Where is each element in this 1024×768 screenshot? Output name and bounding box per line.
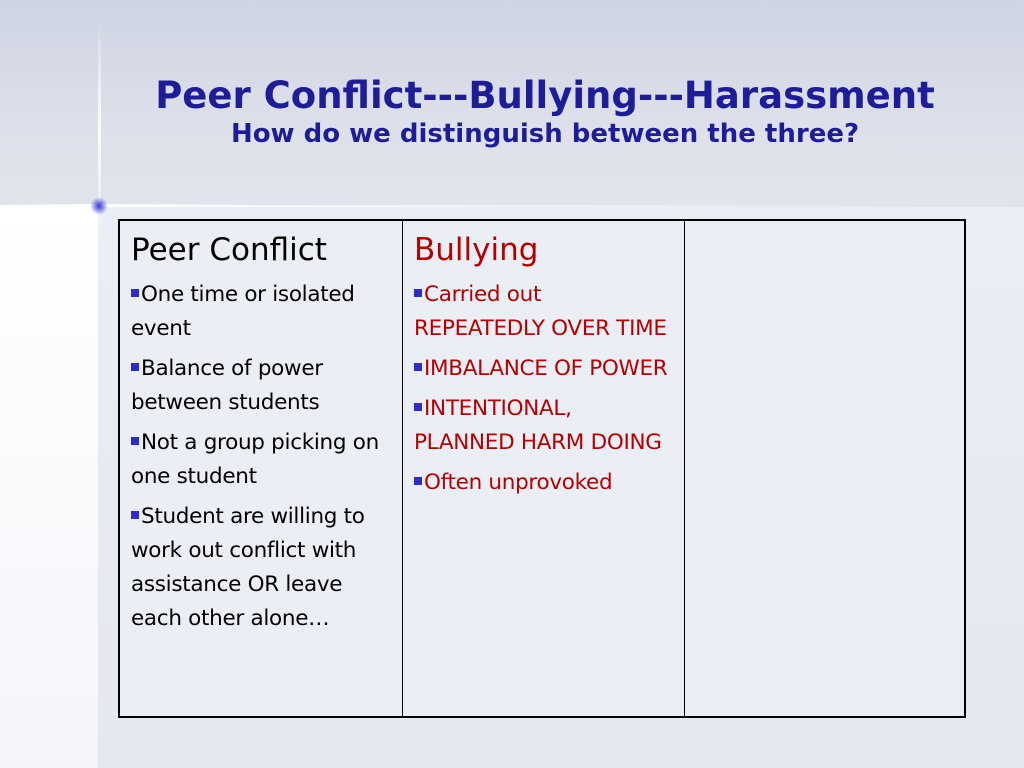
square-bullet-icon [414,477,422,485]
square-bullet-icon [131,437,139,445]
list-item: IMBALANCE OF POWER [414,352,674,386]
comparison-table [118,219,966,718]
square-bullet-icon [131,363,139,371]
square-bullet-icon [414,363,422,371]
star-flare-icon [90,197,108,215]
star-flare-horizontal [0,204,260,207]
slide-title [100,74,990,150]
column-bullying [403,221,685,716]
list-item: Balance of power between students [131,356,323,415]
left-band [0,205,98,768]
bullet-list [131,278,392,636]
column-peer-conflict [120,221,403,716]
list-item: Not a group picking on one student [131,430,379,489]
list-item: Carried out REPEATEDLY OVER TIME [414,282,667,341]
list-item: One time or isolated event [131,282,355,341]
column-harassment-empty [685,221,964,716]
slide-title-main: Peer Conflict---Bullying---Harassment [155,74,935,117]
square-bullet-icon [414,403,422,411]
list-item: Student are willing to work out conflict with assistance OR leave each other alone… [131,504,365,631]
slide-subtitle: How do we distinguish between the three? [230,119,860,149]
square-bullet-icon [131,289,139,297]
column-heading: Peer Conflict [131,232,327,268]
column-heading: Bullying [414,232,539,268]
bullet-list [414,278,674,500]
list-item: INTENTIONAL, PLANNED HARM DOING [414,396,662,455]
square-bullet-icon [414,289,422,297]
list-item: Often unprovoked [414,466,674,500]
square-bullet-icon [131,511,139,519]
